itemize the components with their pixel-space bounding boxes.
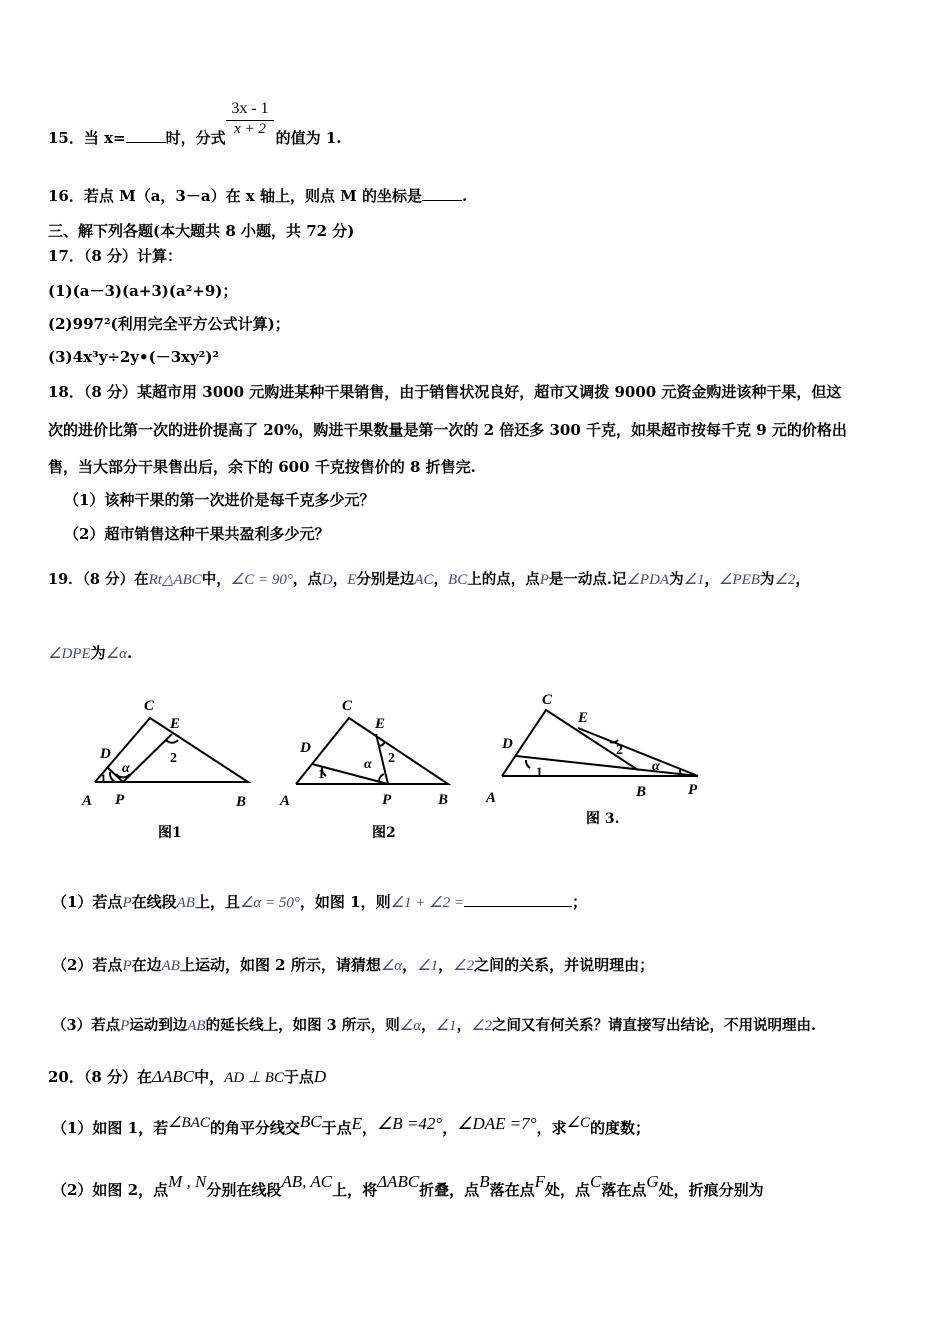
q19-s2e: 之间的关系，并说明理由；	[474, 956, 655, 974]
q19-s1b: 在线段	[131, 893, 177, 911]
q19-s2AB: AB	[161, 958, 180, 974]
q20-sub1	[52, 1112, 650, 1138]
q19-s2a: （2）若点	[52, 956, 123, 974]
q19-PEB: ∠PEB	[719, 572, 760, 588]
fig2-arc-alpha	[379, 774, 384, 781]
q19-s1c: 上，且	[194, 893, 240, 911]
fig1-label-C: C	[144, 698, 155, 714]
q19-f: ，	[433, 571, 449, 588]
fig1-label-1: 1	[100, 771, 107, 786]
q16-end: .	[462, 187, 468, 205]
fig3-arc-alpha	[680, 770, 682, 776]
fig3-label-D: D	[502, 736, 513, 752]
q19-DPE: ∠DPE	[48, 646, 91, 662]
q20-BC: BC	[299, 1112, 322, 1131]
q17-head: 17．（8 分）计算：	[48, 247, 183, 265]
q15-answer-blank[interactable]	[126, 128, 166, 143]
fig1-label-B: B	[236, 794, 247, 810]
q19-h: 是一动点.记	[548, 571, 627, 588]
fig2-label-2: 2	[388, 751, 395, 766]
q20-s1a: （1）如图 1，若	[52, 1119, 169, 1137]
q19-i: 为	[669, 571, 684, 588]
q16	[48, 186, 467, 206]
fig2-caption: 图2	[372, 825, 396, 841]
q19-sub1	[52, 892, 587, 913]
q20-tri2: ΔABC	[377, 1172, 420, 1191]
q19-b: 中，	[201, 571, 231, 588]
q19-sub3	[52, 1016, 816, 1036]
q17-part3: (3)4x³y÷2y•(－3xy²)²	[48, 348, 220, 366]
q20-mid: 中，	[194, 1068, 225, 1086]
q19-s1e: ；	[571, 893, 587, 911]
q19-E: E	[347, 572, 357, 588]
fig1-label-D: D	[100, 746, 111, 762]
fig3-arc1	[526, 760, 530, 768]
q19-s3a1: ∠1	[435, 1018, 457, 1034]
q19-s1AB: AB	[176, 895, 195, 911]
q18-sub1: （1）该种干果的第一次进价是每千克多少元？	[64, 491, 375, 509]
q19-s3c: 的延长线上，如图 3 所示，则	[205, 1017, 400, 1034]
q20-s1d: ，	[362, 1119, 378, 1137]
q20-F: F	[534, 1172, 545, 1191]
q20-head-text: 20．（8 分）在	[48, 1068, 153, 1086]
q19-s1-answer-blank[interactable]	[464, 892, 572, 907]
fig2-PE	[376, 734, 388, 784]
q17-part2: (2)997²(利用完全平方公式计算)；	[48, 315, 290, 333]
q19-g: 上的点，点	[467, 571, 540, 588]
fig3-label-E: E	[578, 710, 589, 726]
q20-BAC: ∠BAC	[168, 1115, 210, 1131]
q15-fraction-numerator: 3x - 1	[226, 100, 274, 121]
q18-line3: 售，当大部分干果售出后，余下的 600 千克按售价的 8 折售完.	[48, 458, 476, 476]
fig2-label-E: E	[375, 716, 386, 732]
fig1-label-E: E	[170, 716, 181, 732]
fig2-label-D: D	[300, 740, 311, 756]
fig1-label-2: 2	[170, 751, 177, 766]
fig3-label-B: B	[636, 784, 647, 800]
fig3-label-1: 1	[536, 764, 543, 779]
q19-s2a1: ∠1	[417, 958, 439, 974]
q19-s3a2: ∠2	[471, 1018, 493, 1034]
q15-fraction-denominator: x + 2	[234, 121, 266, 137]
q19-alpha: ∠α	[105, 646, 127, 662]
fig2-label-P: P	[382, 792, 392, 808]
fig1-caption: 图1	[158, 825, 182, 841]
q19-s3P: P	[120, 1018, 130, 1034]
q20-Bp: B	[479, 1172, 490, 1191]
q19-s3comma2: ，	[456, 1017, 472, 1034]
q19-s3a: （3）若点	[52, 1017, 121, 1034]
q19-s2d2: ，	[438, 956, 454, 974]
section-heading: 三、解下列各题(本大题共 8 小题，共 72 分)	[48, 222, 355, 240]
q19-BC: BC	[448, 572, 468, 588]
q15-post: 的值为 1.	[275, 129, 342, 147]
q19-PDA: ∠PDA	[626, 572, 670, 588]
fig2-label-B: B	[438, 792, 449, 808]
fig2-label-C: C	[342, 698, 353, 714]
q19-s2d: ，	[402, 956, 418, 974]
q19-a1: ∠1	[683, 572, 705, 588]
q19-D: D	[321, 572, 333, 588]
fig2-label-1: 1	[318, 766, 325, 781]
fig3-caption: 图 3.	[586, 811, 620, 827]
q19-a2: ∠2	[774, 572, 796, 588]
q20-MN: M , N	[168, 1172, 207, 1191]
q20-s1g: 的度数；	[590, 1119, 651, 1137]
q20-s2e: 落在点	[489, 1181, 535, 1199]
q19-s3alpha: ∠α	[399, 1018, 422, 1034]
q20-s1c: 于点	[321, 1119, 352, 1137]
q19-n: .	[126, 644, 133, 662]
q19-s2a2: ∠2	[453, 958, 475, 974]
q20-perp: AD ⊥ BC	[224, 1070, 284, 1086]
q18-line2: 次的进价比第一次的进价提高了 20%，购进干果数量是第一次的 2 倍还多 300 千克，如果超市按每千克 9 元的价格出	[48, 421, 847, 439]
q17-part1: (1)(a－3)(a+3)(a²+9)；	[48, 282, 238, 300]
q19-s1sum: ∠1 + ∠2 =	[390, 895, 464, 911]
fig1-label-alpha: α	[122, 761, 130, 776]
q15	[48, 128, 342, 148]
q19-s1d: ，如图 1，则	[299, 893, 391, 911]
q19-figures	[70, 690, 730, 850]
q20-s1e: ，	[442, 1119, 458, 1137]
q19-s1P: P	[122, 895, 132, 911]
q18-line1: 18．（8 分）某超市用 3000 元购进某种干果销售，由于销售状况良好，超市又调拨 9000 元资金购进该种干果，但这	[48, 383, 842, 401]
q20-s2a: （2）如图 2，点	[52, 1181, 169, 1199]
q20-B42: ∠B =42°	[377, 1114, 443, 1133]
q18-sub2: （2）超市销售这种干果共盈利多少元？	[64, 525, 330, 543]
fig3-label-alpha: α	[652, 759, 660, 774]
fig1-label-A: A	[82, 793, 93, 809]
q19-s2alpha: ∠α	[380, 958, 403, 974]
q20-s2d: 折叠，点	[419, 1181, 480, 1199]
fig1-arc2	[166, 740, 178, 743]
q19-AC: AC	[414, 572, 434, 588]
q19-s1a: （1）若点	[52, 893, 123, 911]
q19-c90: ∠C = 90°	[230, 572, 293, 588]
q16-text: 16．若点 M（a，3－a）在 x 轴上，则点 M 的坐标是	[48, 187, 423, 205]
q20-s2b: 分别在线段	[206, 1181, 282, 1199]
q20-tail: 于点	[283, 1068, 314, 1086]
q19-P: P	[539, 572, 549, 588]
q20-s2f: 处，点	[544, 1181, 590, 1199]
q20-s2h: 处，折痕分别为	[658, 1181, 764, 1199]
q20-s2c: 上，将	[332, 1181, 378, 1199]
q15-mid: 时，分式	[165, 129, 226, 147]
q15-fraction	[226, 100, 274, 138]
q19-j: ，	[704, 571, 720, 588]
q19-s2P: P	[122, 958, 132, 974]
q20-ABAC: AB, AC	[281, 1172, 333, 1191]
q20-head	[48, 1067, 326, 1088]
q20-s1b: 的角平分线交	[209, 1119, 300, 1137]
figure-3	[502, 710, 698, 776]
q20-Cp: C	[590, 1172, 602, 1191]
q19-rt: Rt△ABC	[148, 572, 202, 588]
q20-tri: ΔABC	[152, 1067, 195, 1086]
q19-sub2	[52, 955, 654, 976]
fig3-label-A: A	[486, 790, 497, 806]
q20-E: E	[351, 1114, 363, 1133]
q20-DAE: ∠DAE =7°	[457, 1114, 537, 1133]
fig1-label-P: P	[115, 792, 125, 808]
q19-m: 为	[90, 644, 106, 662]
q19-l: ，	[795, 571, 810, 588]
q20-G: G	[646, 1172, 659, 1191]
q16-answer-blank[interactable]	[422, 186, 462, 201]
fig3-label-C: C	[542, 692, 553, 708]
q19-s2b: 在边	[131, 956, 162, 974]
q19-stem	[48, 570, 810, 590]
q19-k: 为	[759, 571, 775, 588]
q20-C: ∠C	[566, 1115, 591, 1131]
q19-s2c: 上运动，如图 2 所示，请猜想	[179, 956, 381, 974]
q20-sub2	[52, 1172, 764, 1200]
q19-s3d: 之间又有何关系？请直接写出结论，不用说明理由.	[492, 1017, 817, 1034]
q19-s3AB: AB	[187, 1018, 206, 1034]
q19-c: ，点	[292, 571, 322, 588]
q19-s3comma1: ，	[421, 1017, 436, 1034]
q20-D: D	[313, 1067, 327, 1086]
fig3-label-2: 2	[616, 743, 623, 758]
fig2-label-alpha: α	[364, 757, 372, 772]
q19-d: ，	[332, 571, 348, 588]
q19-e: 分别是边	[356, 571, 415, 588]
fig3-label-P: P	[688, 782, 698, 798]
q19-s3b: 运动到边	[129, 1017, 188, 1034]
q15-pre: 当 x=	[83, 129, 126, 147]
q15-num: 15．	[48, 129, 84, 147]
fig2-label-A: A	[280, 793, 291, 809]
q19-s1ang: ∠α = 50°	[239, 895, 300, 911]
q19-a: 19．（8 分）在	[48, 571, 149, 588]
q20-s1f: ，求	[536, 1119, 567, 1137]
q19-stem-cont	[48, 643, 132, 664]
q20-s2g: 落在点	[601, 1181, 647, 1199]
